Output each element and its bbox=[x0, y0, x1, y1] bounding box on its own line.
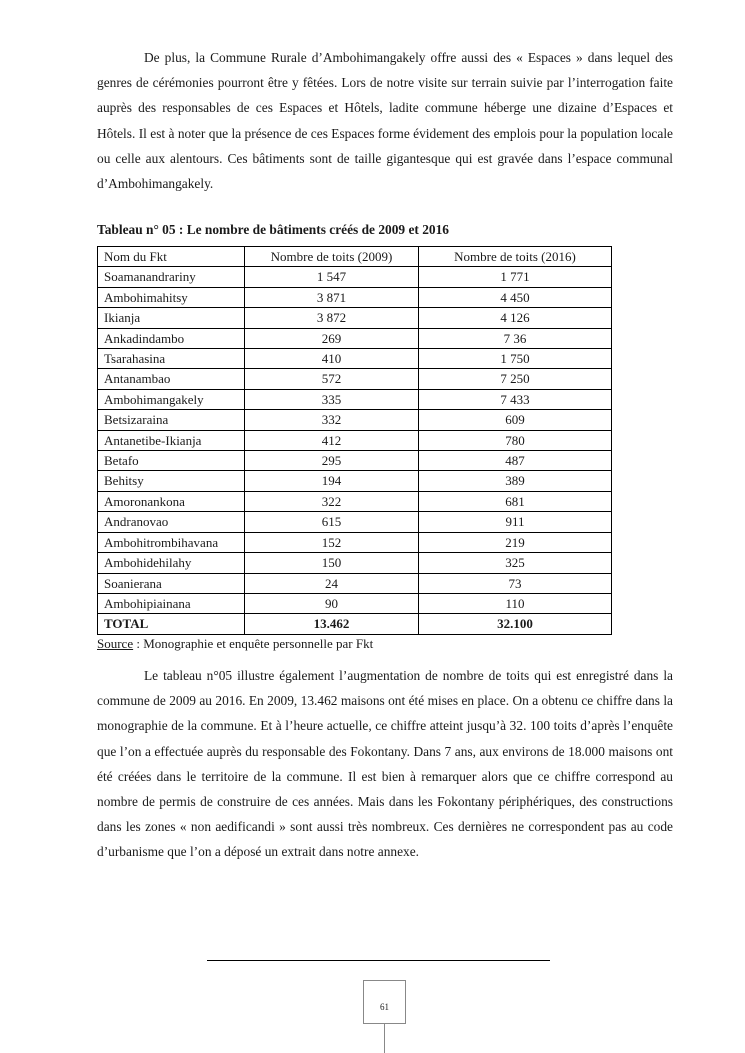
roofs-2016-cell: 7 36 bbox=[419, 328, 612, 348]
table-row bbox=[98, 532, 612, 552]
body-paragraph bbox=[97, 45, 673, 196]
total-2009-cell: 13.462 bbox=[245, 614, 419, 634]
table-row bbox=[98, 389, 612, 409]
fkt-name-cell: Ambohitrombihavana bbox=[98, 532, 245, 552]
fkt-name-cell: Tsarahasina bbox=[98, 349, 245, 369]
page-number: 61 bbox=[363, 980, 406, 1024]
roofs-2016-cell: 389 bbox=[419, 471, 612, 491]
table-row bbox=[98, 328, 612, 348]
fkt-name-cell: Betafo bbox=[98, 451, 245, 471]
table-row bbox=[98, 573, 612, 593]
table-source bbox=[97, 636, 373, 652]
table-row bbox=[98, 369, 612, 389]
fkt-name-cell: Ambohimangakely bbox=[98, 389, 245, 409]
fkt-name-cell: Ankadindambo bbox=[98, 328, 245, 348]
footer-divider bbox=[207, 960, 550, 961]
roofs-2009-cell: 572 bbox=[245, 369, 419, 389]
buildings-table bbox=[97, 246, 612, 635]
roofs-2016-cell: 73 bbox=[419, 573, 612, 593]
table-title: Tableau n° 05 : Le nombre de bâtiments créés de 2009 et 2016 bbox=[97, 222, 450, 237]
table-row bbox=[98, 287, 612, 307]
roofs-2009-cell: 24 bbox=[245, 573, 419, 593]
roofs-2009-cell: 335 bbox=[245, 389, 419, 409]
roofs-2016-cell: 4 450 bbox=[419, 287, 612, 307]
roofs-2009-cell: 615 bbox=[245, 512, 419, 532]
fkt-name-cell: Behitsy bbox=[98, 471, 245, 491]
fkt-name-cell: Ikianja bbox=[98, 308, 245, 328]
roofs-2016-cell: 4 126 bbox=[419, 308, 612, 328]
roofs-2016-cell: 780 bbox=[419, 430, 612, 450]
roofs-2009-cell: 322 bbox=[245, 491, 419, 511]
roofs-2016-cell: 7 433 bbox=[419, 389, 612, 409]
table-row bbox=[98, 349, 612, 369]
roofs-2009-cell: 412 bbox=[245, 430, 419, 450]
body-paragraph bbox=[97, 663, 673, 865]
paragraph-text: Le tableau n°05 illustre également l’augmentation de nombre de toits qui est enregistré dans la commune de 2009 au 2016. En 2009, 13.462 maisons ont été mises en place. On a obtenu ce chiffre dans la monographie de la commune. Et à l’heure actuelle, ce chiffre atteint jusqu’à 32. 100 toits d’après l’enquête que l’on a effectuée auprès du responsable des Fokontany. Dans 7 ans, aux environs de 18.000 maisons ont été créées dans le territoire de la commune. Il est bien à remarquer alors que ce chiffre correspond au nombre de permis de construire de ces années. Mais dans les Fokontany périphériques, des constructions dans les zones « non aedificandi » sont aussi très nombreux. Ces dernières ne correspondent pas au code d’urbanisme que l’on a déposé un extrait dans notre annexe. bbox=[97, 668, 673, 860]
fkt-name-cell: Amoronankona bbox=[98, 491, 245, 511]
fkt-name-cell: Ambohipiainana bbox=[98, 593, 245, 613]
table-row bbox=[98, 471, 612, 491]
roofs-2016-cell: 1 750 bbox=[419, 349, 612, 369]
fkt-name-cell: Ambohidehilahy bbox=[98, 553, 245, 573]
fkt-name-cell: Ambohimahitsy bbox=[98, 287, 245, 307]
table-row bbox=[98, 267, 612, 287]
source-label: Source bbox=[97, 636, 134, 651]
fkt-name-cell: Soamanandrariny bbox=[98, 267, 245, 287]
roofs-2016-cell: 110 bbox=[419, 593, 612, 613]
roofs-2016-cell: 609 bbox=[419, 410, 612, 430]
table-row bbox=[98, 430, 612, 450]
roofs-2009-cell: 3 872 bbox=[245, 308, 419, 328]
fkt-name-cell: Soanierana bbox=[98, 573, 245, 593]
column-header: Nom du Fkt bbox=[98, 247, 245, 267]
roofs-2009-cell: 269 bbox=[245, 328, 419, 348]
roofs-2016-cell: 1 771 bbox=[419, 267, 612, 287]
roofs-2009-cell: 194 bbox=[245, 471, 419, 491]
roofs-2009-cell: 3 871 bbox=[245, 287, 419, 307]
roofs-2016-cell: 7 250 bbox=[419, 369, 612, 389]
roofs-2009-cell: 152 bbox=[245, 532, 419, 552]
roofs-2009-cell: 150 bbox=[245, 553, 419, 573]
roofs-2016-cell: 911 bbox=[419, 512, 612, 532]
roofs-2009-cell: 90 bbox=[245, 593, 419, 613]
roofs-2016-cell: 219 bbox=[419, 532, 612, 552]
table-row bbox=[98, 451, 612, 471]
table-row bbox=[98, 553, 612, 573]
table-row bbox=[98, 410, 612, 430]
total-2016-cell: 32.100 bbox=[419, 614, 612, 634]
table-total-row bbox=[98, 614, 612, 634]
paragraph-text: De plus, la Commune Rurale d’Ambohimangakely offre aussi des « Espaces » dans lequel des genres de cérémonies pourront être y fêtées. Lors de notre visite sur terrain suivie par l’interrogation faite auprès des responsables de ces Espaces et Hôtels, ladite commune héberge une dizaine d’Espaces et Hôtels. Il est à noter que la présence de ces Espaces forme évidement des emplois pour la population locale ou celle aux alentours. Ces bâtiments sont de taille gigantesque qui est gravée dans l’espace communal d’Ambohimangakely. bbox=[97, 50, 673, 192]
column-header: Nombre de toits (2009) bbox=[245, 247, 419, 267]
roofs-2016-cell: 487 bbox=[419, 451, 612, 471]
roofs-2009-cell: 332 bbox=[245, 410, 419, 430]
table-row bbox=[98, 512, 612, 532]
roofs-2009-cell: 295 bbox=[245, 451, 419, 471]
source-text: : Monographie et enquête personnelle par Fkt bbox=[133, 636, 374, 651]
total-label-cell: TOTAL bbox=[98, 614, 245, 634]
table-row bbox=[98, 593, 612, 613]
fkt-name-cell: Andranovao bbox=[98, 512, 245, 532]
fkt-name-cell: Antanetibe-Ikianja bbox=[98, 430, 245, 450]
roofs-2009-cell: 1 547 bbox=[245, 267, 419, 287]
table-row bbox=[98, 308, 612, 328]
page-number-stem bbox=[384, 1024, 385, 1053]
fkt-name-cell: Antanambao bbox=[98, 369, 245, 389]
roofs-2009-cell: 410 bbox=[245, 349, 419, 369]
roofs-2016-cell: 681 bbox=[419, 491, 612, 511]
table-row bbox=[98, 491, 612, 511]
column-header: Nombre de toits (2016) bbox=[419, 247, 612, 267]
fkt-name-cell: Betsizaraina bbox=[98, 410, 245, 430]
roofs-2016-cell: 325 bbox=[419, 553, 612, 573]
table-header-row bbox=[98, 247, 612, 267]
